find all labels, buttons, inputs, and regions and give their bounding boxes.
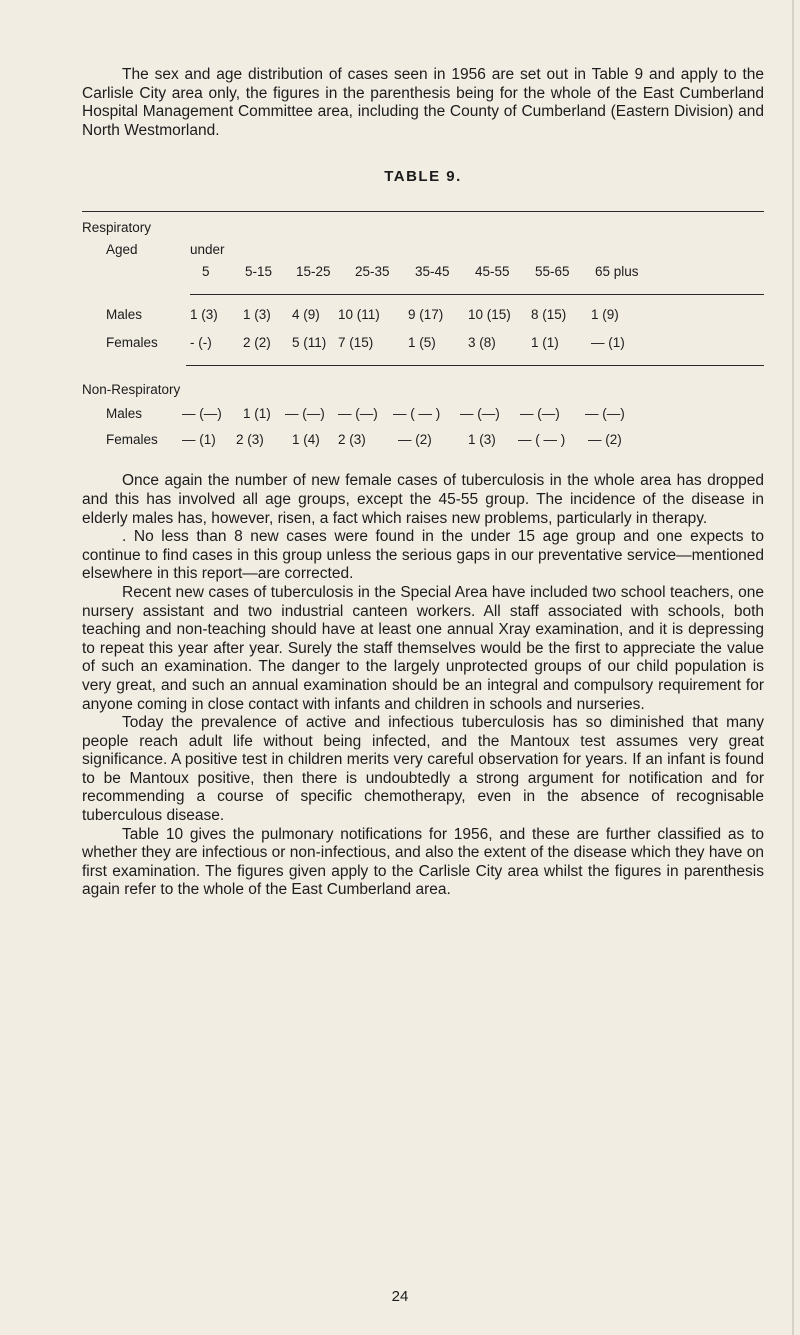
table-cell: — (2) bbox=[398, 432, 432, 448]
body-paragraph: Today the prevalence of active and infectious tuberculosis has so diminished that many people reach adult life without being infected, and the Mantoux test assumes very great significance. A positive test in children merits very careful observation for years. If an infant is found to be Mantoux positive, then there is undoubtedly a strong argument for notification and for recommending a course of specific chemotherapy, even in the absence of recognisable tuberculous disease. bbox=[82, 714, 764, 825]
age-group-header: 35-45 bbox=[415, 264, 450, 280]
age-group-header: 5-15 bbox=[245, 264, 273, 280]
table-header-row bbox=[82, 242, 764, 264]
table-row bbox=[82, 335, 764, 357]
table-cell: — ( — ) bbox=[518, 432, 566, 448]
table-cell: - (-) bbox=[190, 335, 212, 351]
table-cell: 1 (4) bbox=[292, 432, 320, 448]
table-cell: 1 (3) bbox=[243, 307, 271, 323]
body-paragraph: Table 10 gives the pulmonary notifications for 1956, and these are further classified as to whether they are infectious or non-infectious, and also the extent of the disease which they have on first examination. The figures given apply to the Carlisle City area whilst the figures in parenthesis again refer to the whole of the East Cumberland area. bbox=[82, 825, 764, 899]
table-cell: — ( — ) bbox=[393, 406, 441, 422]
table-cell: 1 (3) bbox=[468, 432, 496, 448]
row-label-males: Males bbox=[106, 406, 143, 422]
table-cell: 4 (9) bbox=[292, 307, 320, 323]
table-cell: — (—) bbox=[338, 406, 378, 422]
body-text bbox=[82, 472, 764, 900]
header-underline-rule bbox=[190, 294, 764, 295]
under-label: under bbox=[190, 242, 225, 258]
age-group-header: 55-65 bbox=[535, 264, 570, 280]
intro-paragraph: The sex and age distribution of cases seen in 1956 are set out in Table 9 and apply to the Carlisle City area only, the figures in the parenthesis being for the whole of the East Cumberland Hospital Management Committee area, including the County of Cumberland (Eastern Division) and North Westmorland. bbox=[82, 66, 764, 139]
table-cell: 2 (2) bbox=[243, 335, 271, 351]
table-cell: — (2) bbox=[588, 432, 622, 448]
row-label-females: Females bbox=[106, 335, 158, 351]
table-cell: 3 (8) bbox=[468, 335, 496, 351]
page-number: 24 bbox=[391, 1288, 409, 1305]
table-cell: — (—) bbox=[460, 406, 500, 422]
table-row bbox=[82, 406, 764, 428]
table-cell: 10 (11) bbox=[338, 307, 380, 323]
age-group-header: 65 plus bbox=[595, 264, 639, 280]
respiratory-heading: Respiratory bbox=[82, 220, 152, 236]
table-cell: — (—) bbox=[520, 406, 560, 422]
table-cell: — (—) bbox=[182, 406, 222, 422]
row-label-males: Males bbox=[106, 307, 143, 323]
age-group-header: 5 bbox=[202, 264, 210, 280]
table-cell: 7 (15) bbox=[338, 335, 374, 351]
row-label-females: Females bbox=[106, 432, 158, 448]
body-paragraph: Once again the number of new female cases of tuberculosis in the whole area has dropped and this has involved all age groups, except the 45-55 group. The incidence of the disease in elderly males has, however, risen, a fact which raises new problems, particularly in therapy. bbox=[82, 472, 764, 527]
body-paragraph: Recent new cases of tuberculosis in the Special Area have included two school teachers, one nursery assistant and two industrial canteen workers. All staff associated with schools, both teaching and non-teaching should have at least one annual Xray examination, and it is depressing to repeat this year after year. Surely the staff themselves would be the first to appreciate the value of such an examination. The danger to the largely unprotected groups of our child population is very great, and such an annual examination should be an integral and compulsory requirement for anyone coming in close contact with infants and children in schools and nurseries. bbox=[82, 583, 764, 713]
table-row bbox=[82, 307, 764, 329]
age-group-header-row bbox=[82, 264, 764, 286]
table-cell: 2 (3) bbox=[338, 432, 366, 448]
table-title: TABLE 9. bbox=[384, 168, 462, 186]
table-cell: — (—) bbox=[285, 406, 325, 422]
table-cell: 1 (3) bbox=[190, 307, 218, 323]
table-section-heading bbox=[82, 382, 764, 404]
table-row bbox=[82, 432, 764, 454]
table-9 bbox=[82, 220, 764, 454]
table-section-heading bbox=[82, 220, 764, 242]
aged-label: Aged bbox=[106, 242, 138, 258]
table-cell: 1 (1) bbox=[243, 406, 271, 422]
respiratory-bottom-rule bbox=[186, 365, 764, 366]
age-group-header: 15-25 bbox=[296, 264, 331, 280]
table-cell: — (—) bbox=[585, 406, 625, 422]
document-page bbox=[82, 60, 764, 900]
age-group-header: 25-35 bbox=[355, 264, 390, 280]
table-cell: — (1) bbox=[591, 335, 625, 351]
table-cell: 8 (15) bbox=[531, 307, 567, 323]
table-cell: 1 (1) bbox=[531, 335, 559, 351]
body-paragraph: . No less than 8 new cases were found in the under 15 age group and one expects to continue to find cases in this group unless the serious gaps in our preventative service—mentioned elsewhere in this report—are corrected. bbox=[82, 528, 764, 583]
table-cell: 1 (9) bbox=[591, 307, 619, 323]
non-respiratory-heading: Non-Respiratory bbox=[82, 382, 181, 398]
table-cell: 2 (3) bbox=[236, 432, 264, 448]
table-top-rule bbox=[82, 211, 764, 212]
table-cell: 9 (17) bbox=[408, 307, 444, 323]
table-cell: 10 (15) bbox=[468, 307, 511, 323]
age-group-header: 45-55 bbox=[475, 264, 510, 280]
table-cell: 5 (11) bbox=[292, 335, 327, 351]
page-edge bbox=[792, 0, 794, 1335]
table-cell: 1 (5) bbox=[408, 335, 436, 351]
table-cell: — (1) bbox=[182, 432, 216, 448]
